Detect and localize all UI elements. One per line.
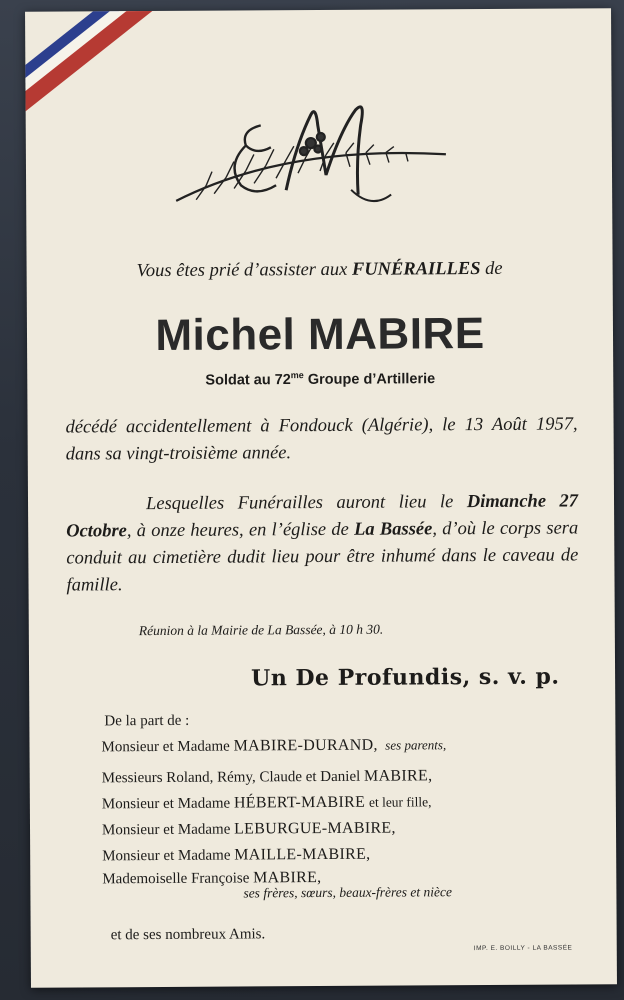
from-label: De la part de : [104, 712, 190, 730]
family-relation: et leur fille, [368, 794, 432, 810]
family-prefix: Monsieur et Madame [101, 738, 234, 756]
family-name: MABIRE, [363, 767, 433, 785]
funeral-date: Dimanche 27 Octobre [66, 491, 579, 542]
family-line [102, 793, 432, 813]
rank-superscript: me [290, 370, 304, 381]
family-name: LEBURGUE-MABIRE, [234, 819, 396, 838]
funeral-details-paragraph [66, 488, 579, 599]
invite-post: de [480, 258, 503, 280]
funeral-notice-card [25, 8, 617, 988]
family-prefix: Monsieur et Madame [101, 821, 235, 839]
family-prefix: Messieurs Roland, Rémy, Claude et Daniel [101, 768, 365, 787]
details-text-1: Lesquelles Funérailles auront lieu le [145, 492, 467, 515]
family-name: MABIRE, [253, 869, 322, 887]
invitation-line [27, 258, 613, 283]
details-text-3: , d’où le corps sera conduit au cimetière dudit lieu pour être inhumé dans le caveau de famille. [66, 518, 579, 596]
family-line [101, 736, 446, 756]
family-line [102, 820, 396, 840]
deceased-name: Michel MABIRE [155, 308, 485, 361]
rank-pre: Soldat au 72 [205, 372, 291, 389]
family-name: MABIRE-DURAND, [233, 736, 378, 755]
family-name: MAILLE-MABIRE, [234, 845, 371, 864]
invite-funeral-word: FUNÉRAILLES [351, 259, 481, 280]
family-relation: ses parents, [385, 737, 447, 753]
details-text-2: , à onze heures, en l’église de [126, 519, 355, 542]
meeting-note: Réunion à la Mairie de La Bassée, à 10 h 30. [138, 621, 384, 639]
death-paragraph: décédé accidentellement à Fondouck (Algérie), le 13 Août 1957, dans sa vingt-troisième année. [65, 414, 578, 465]
family-line [102, 846, 370, 866]
family-name: HÉBERT-MABIRE [233, 793, 366, 812]
rank-post: Groupe d’Artillerie [303, 371, 436, 388]
family-line [102, 767, 433, 787]
friends-line: et de ses nombreux Amis. [110, 926, 266, 944]
family-prefix: Mademoiselle Françoise [102, 870, 254, 888]
de-profundis-line: Un De Profundis, s. v. p. [251, 663, 560, 692]
monogram-palm-emblem [145, 84, 456, 226]
family-prefix: Monsieur et Madame [102, 847, 235, 865]
printer-imprint: IMP. E. BOILLY - LA BASSÉE [473, 944, 573, 953]
invite-pre: Vous êtes prié d’assister aux [136, 259, 353, 282]
deceased-rank [27, 368, 613, 389]
family-prefix: Monsieur et Madame [101, 795, 234, 813]
funeral-town: La Bassée [354, 519, 433, 540]
siblings-note: ses frères, sœurs, beaux-frères et nièce [243, 884, 453, 901]
